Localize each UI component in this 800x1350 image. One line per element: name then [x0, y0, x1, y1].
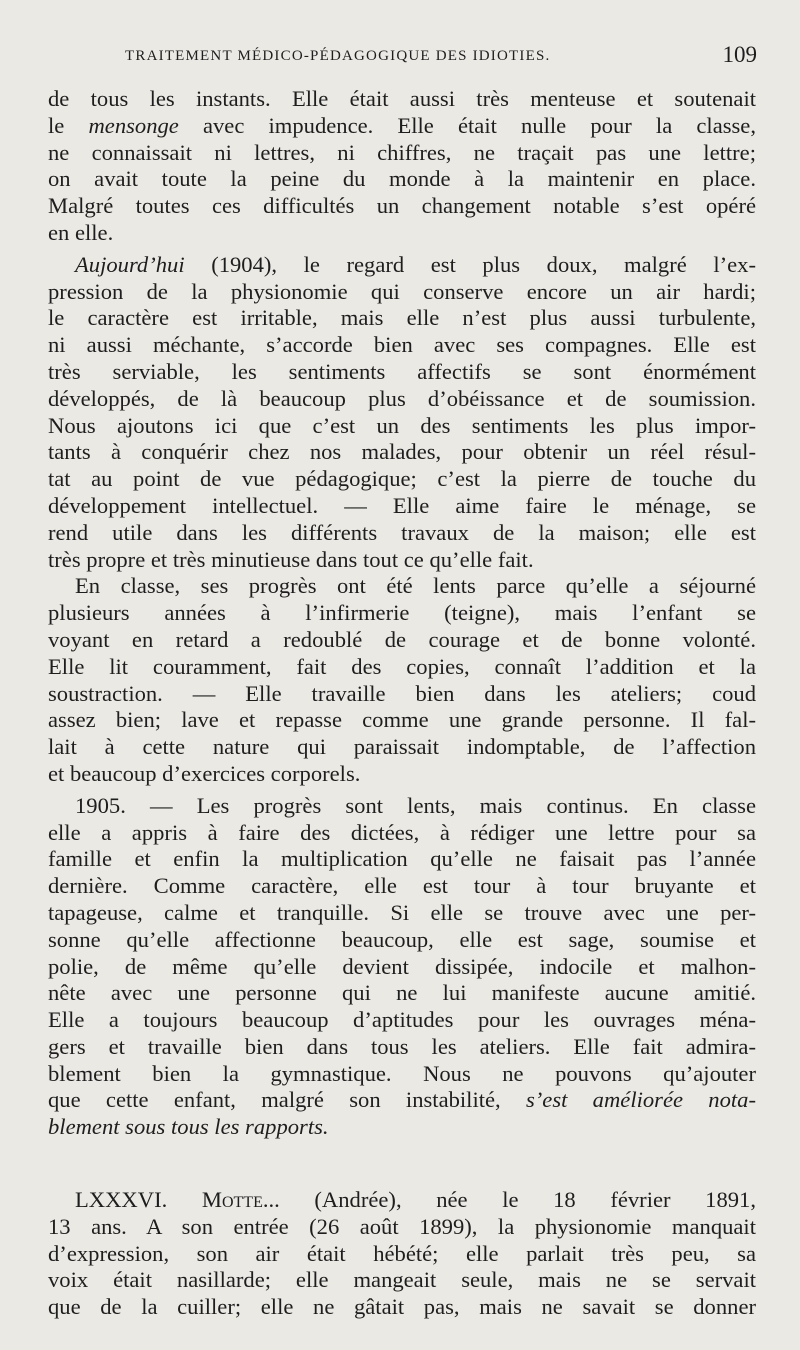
text-line: Malgré toutes ces difficultés un changement notable s’est opéré: [48, 193, 756, 219]
text-span: avec impudence. Elle était nulle pour la classe,: [178, 112, 756, 138]
text-span: le: [48, 112, 89, 138]
text-line: voix était nasillarde; elle mangeait seule, mais ne se servait: [48, 1267, 756, 1293]
text-span: Motte: [201, 1187, 263, 1213]
text-line: et beaucoup d’exercices corporels.: [48, 760, 361, 786]
text-line: le caractère est irritable, mais elle n’est plus aussi turbulente,: [48, 305, 756, 331]
page-number: 109: [722, 42, 757, 67]
text-line: pression de la physionomie qui conserve encore un air hardi;: [48, 278, 756, 304]
text-line: 1905. — Les progrès sont lents, mais continus. En classe: [75, 792, 756, 818]
text-line: [48, 1114, 756, 1141]
text-line: nête avec une personne qui ne lui manifeste aucune amitié.: [48, 980, 756, 1006]
text-line: développement intellectuel. — Elle aime faire le ménage, se: [48, 492, 756, 518]
text-line: elle a appris à faire des dictées, à rédiger une lettre pour sa: [48, 819, 756, 845]
running-title: TRAITEMENT MÉDICO-PÉDAGOGIQUE DES IDIOTIES.: [125, 48, 551, 64]
text-line: voyant en retard a redoublé de courage et de bonne volonté.: [48, 626, 756, 652]
text-line: [48, 252, 756, 279]
text-line: en elle.: [48, 219, 114, 245]
italic-text: Aujourd’hui: [75, 251, 185, 277]
text-line: lait à cette nature qui paraissait indomptable, de l’affection: [48, 734, 756, 760]
text-line: En classe, ses progrès ont été lents parce qu’elle a séjourné: [75, 573, 756, 599]
text-line: [48, 1187, 756, 1214]
section-spacer: [48, 1141, 756, 1187]
text-span: que cette enfant, malgré son instabilité,: [48, 1087, 526, 1113]
text-span: LXXXVI.: [75, 1187, 202, 1213]
text-line: assez bien; lave et repasse comme une grande personne. Il fal-: [48, 707, 756, 733]
text-line: que de la cuiller; elle ne gâtait pas, mais ne savait se donner: [48, 1294, 756, 1320]
text-line: 13 ans. A son entrée (26 août 1899), la physionomie manquait: [48, 1213, 756, 1239]
text-line: ne connaissait ni lettres, ni chiffres, ne traçait pas une lettre;: [48, 139, 756, 165]
text-line: ni aussi méchante, s’accorde bien avec ses compagnes. Elle est: [48, 332, 756, 358]
italic-text: s’est améliorée nota-: [525, 1087, 756, 1113]
text-line: très serviable, les sentiments affectifs se sont énormément: [48, 358, 756, 384]
text-line: rend utile dans les différents travaux de la maison; elle est: [48, 519, 756, 545]
text-line: très propre et très minutieuse dans tout ce qu’elle fait.: [48, 546, 534, 572]
text-span: ... (Andrée), née le 18 février 1891,: [262, 1187, 756, 1213]
text-line: dernière. Comme caractère, elle est tour à tour bruyante et: [48, 873, 756, 899]
text-line: [48, 113, 756, 140]
text-line: blement bien la gymnastique. Nous ne pouvons qu’ajouter: [48, 1060, 756, 1086]
text-line: de tous les instants. Elle était aussi très menteuse et soutenait: [48, 86, 756, 111]
body-text: [48, 86, 756, 1321]
text-line: tapageuse, calme et tranquille. Si elle se trouve avec une per-: [48, 899, 756, 925]
text-line: tants à conquérir chez nos malades, pour obtenir un réel résul-: [48, 439, 756, 465]
text-line: développés, de là beaucoup plus d’obéissance et de soumission.: [48, 385, 756, 411]
text-line: soustraction. — Elle travaille bien dans les ateliers; coud: [48, 680, 756, 706]
text-line: Elle lit couramment, fait des copies, connaît l’addition et la: [48, 653, 756, 679]
text-span: (1904), le regard est plus doux, malgré l’ex-: [184, 251, 756, 277]
text-line: famille et enfin la multiplication qu’elle ne faisait pas l’année: [48, 846, 756, 872]
text-line: Elle a toujours beaucoup d’aptitudes pour les ouvrages ména-: [48, 1007, 756, 1033]
text-line: [48, 1087, 756, 1114]
text-line: plusieurs années à l’infirmerie (teigne), mais l’enfant se: [48, 600, 756, 626]
text-line: gers et travaille bien dans tous les ateliers. Elle fait admira-: [48, 1033, 756, 1059]
running-head: [125, 42, 757, 72]
text-line: Nous ajoutons ici que c’est un des sentiments les plus impor-: [48, 412, 756, 438]
text-line: on avait toute la peine du monde à la maintenir en place.: [48, 166, 756, 192]
text-line: sonne qu’elle affectionne beaucoup, elle est sage, soumise et: [48, 926, 756, 952]
italic-text: mensonge: [88, 112, 179, 138]
text-line: d’expression, son air était hébété; elle parlait très peu, sa: [48, 1240, 756, 1266]
italic-text: blement sous tous les rapports.: [48, 1114, 329, 1140]
text-line: tat au point de vue pédagogique; c’est la pierre de touche du: [48, 466, 756, 492]
text-line: polie, de même qu’elle devient dissipée, indocile et malhon-: [48, 953, 756, 979]
